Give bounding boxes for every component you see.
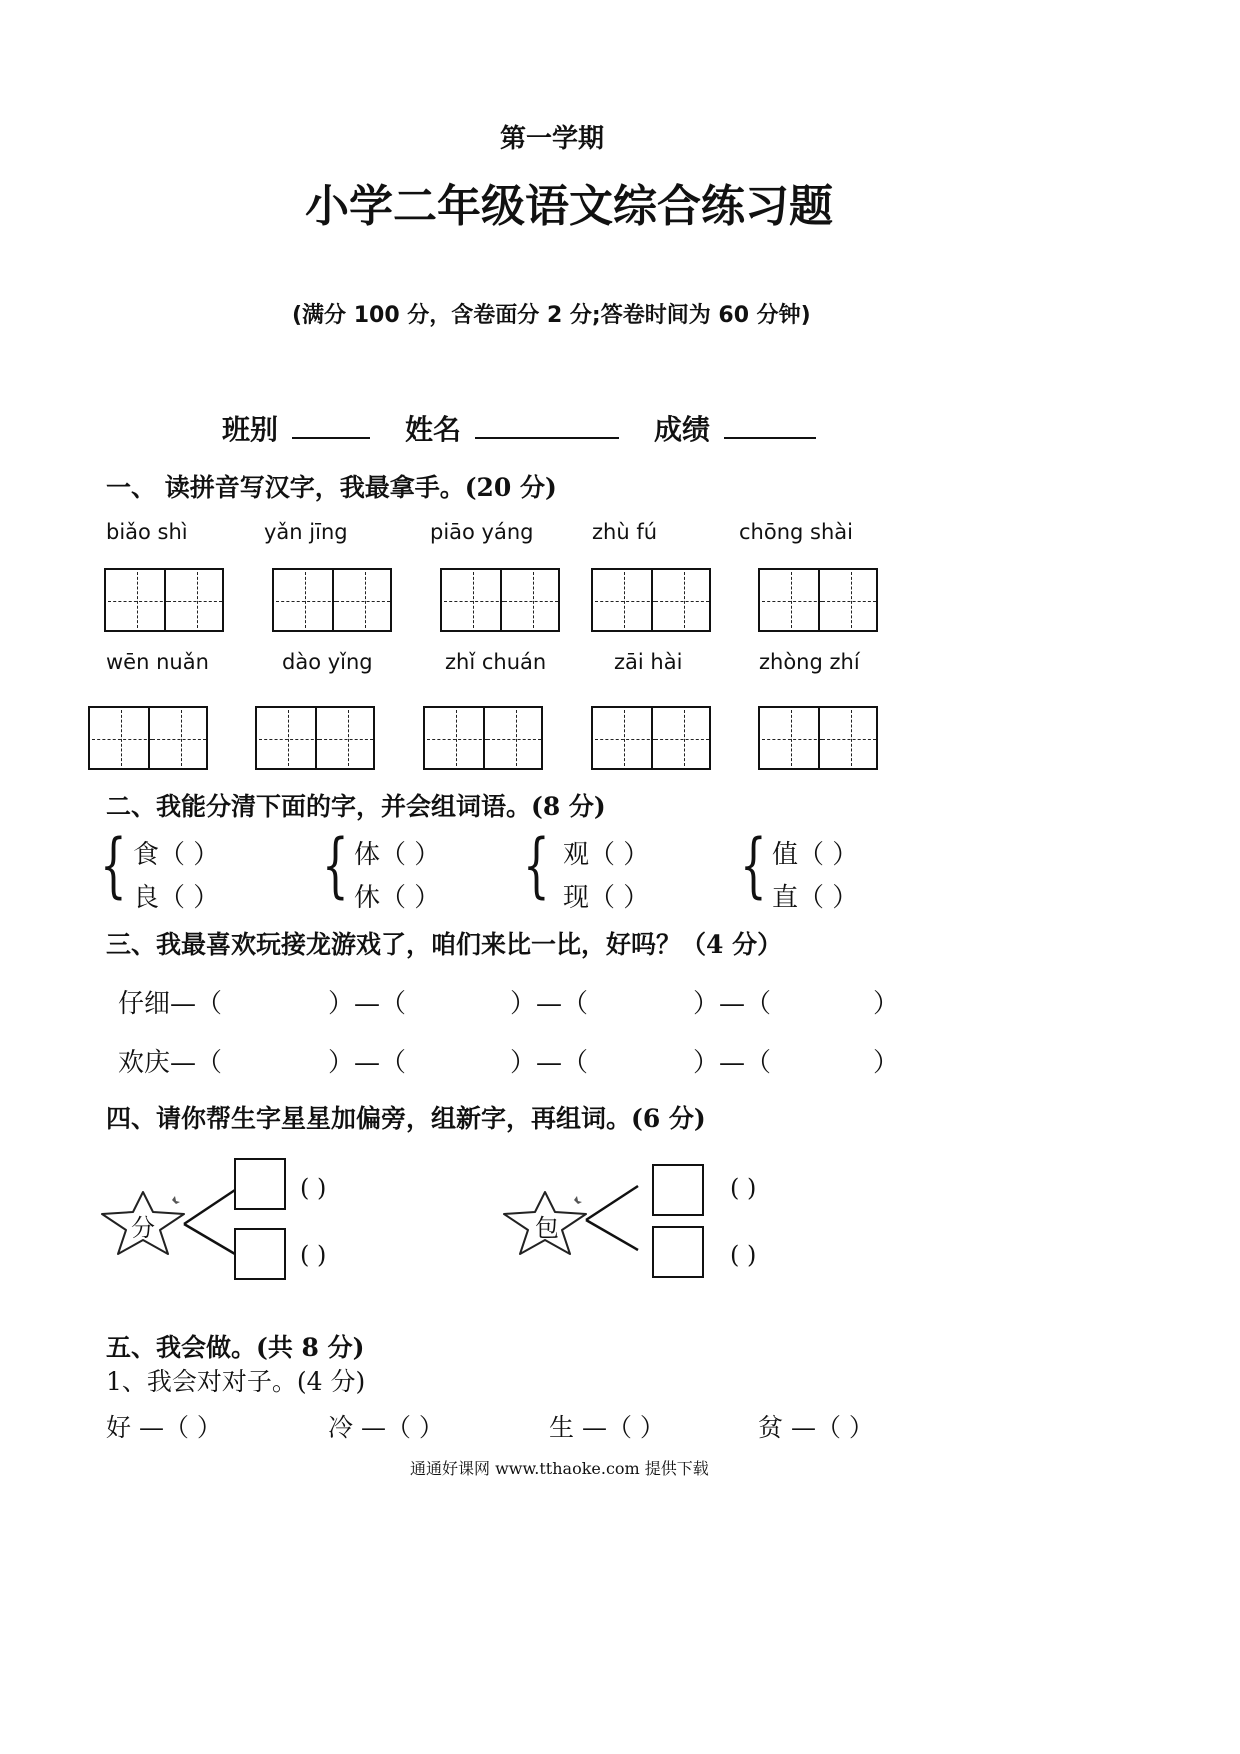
brace-2: { xyxy=(523,824,550,906)
tianzige-r2-3[interactable] xyxy=(591,706,711,770)
radical-box-0-1[interactable] xyxy=(234,1228,286,1280)
section4-title: 四、请你帮生字星星加偏旁，组新字，再组词。(6 分) xyxy=(106,1104,706,1133)
chain-1-seg-0[interactable]: ）—（ xyxy=(328,1048,407,1078)
name-label: 姓名 xyxy=(405,413,462,446)
word-paren-1-0[interactable]: ( ) xyxy=(730,1174,757,1202)
chain-1-start: 欢庆—（ xyxy=(118,1048,223,1078)
radical-box-1-1[interactable] xyxy=(652,1226,704,1278)
couplet-item-0[interactable]: 好 —（ ） xyxy=(106,1413,222,1442)
pinyin-r2-1: dào yǐng xyxy=(282,650,373,674)
class-field xyxy=(222,408,370,448)
radical-box-1-0[interactable] xyxy=(652,1164,704,1216)
pinyin-r1-1: yǎn jīng xyxy=(264,520,348,544)
pinyin-r2-3: zāi hài xyxy=(614,650,683,674)
word-paren-1-1[interactable]: ( ) xyxy=(730,1241,757,1269)
semester-label: 第一学期 xyxy=(500,124,605,154)
tianzige-r2-1[interactable] xyxy=(255,706,375,770)
chain-1-seg-2[interactable]: ）—（ xyxy=(693,1048,772,1078)
brace-0: { xyxy=(100,824,127,906)
chain-0-seg-0[interactable]: ）—（ xyxy=(328,989,407,1019)
section5-sub1: 1、我会对对子。(4 分) xyxy=(106,1367,366,1396)
pair-0-bottom[interactable]: 良（ ） xyxy=(133,883,220,913)
pair-2-top[interactable]: 观（ ） xyxy=(563,840,650,870)
couplet-item-2[interactable]: 生 —（ ） xyxy=(549,1413,665,1442)
chain-0-seg-3[interactable]: ） xyxy=(873,989,900,1019)
section3-title: 三、我最喜欢玩接龙游戏了，咱们来比一比，好吗？（4 分） xyxy=(106,930,783,959)
star-char-0: 分 xyxy=(131,1214,155,1242)
class-blank[interactable] xyxy=(292,411,370,439)
couplet-item-3[interactable]: 贫 —（ ） xyxy=(758,1413,874,1442)
pair-2-bottom[interactable]: 现（ ） xyxy=(563,883,650,913)
tianzige-r2-2[interactable] xyxy=(423,706,543,770)
name-blank[interactable] xyxy=(475,411,619,439)
branch-lines-1 xyxy=(582,1180,642,1260)
pinyin-r1-2: piāo yáng xyxy=(430,520,534,544)
section1-title: 一、 读拼音写汉字，我最拿手。(20 分) xyxy=(106,473,557,502)
tianzige-r2-0[interactable] xyxy=(88,706,208,770)
radical-box-0-0[interactable] xyxy=(234,1158,286,1210)
pinyin-r2-2: zhǐ chuán xyxy=(445,650,547,674)
tianzige-r1-2[interactable] xyxy=(440,568,560,632)
tianzige-r1-3[interactable] xyxy=(591,568,711,632)
exam-subtitle: (满分 100 分，含卷面分 2 分;答卷时间为 60 分钟) xyxy=(292,303,811,328)
word-paren-0-1[interactable]: ( ) xyxy=(300,1241,327,1269)
chain-0-seg-1[interactable]: ）—（ xyxy=(510,989,589,1019)
page-title: 小学二年级语文综合练习题 xyxy=(305,181,833,232)
chain-1-seg-1[interactable]: ）—（ xyxy=(510,1048,589,1078)
pair-1-top[interactable]: 体（ ） xyxy=(354,840,441,870)
pair-0-top[interactable]: 食（ ） xyxy=(133,840,220,870)
tianzige-r2-4[interactable] xyxy=(758,706,878,770)
class-label: 班别 xyxy=(222,413,279,446)
chain-1-seg-3[interactable]: ） xyxy=(873,1048,900,1078)
couplet-item-1[interactable]: 冷 —（ ） xyxy=(328,1413,444,1442)
section5-title: 五、我会做。(共 8 分) xyxy=(106,1333,365,1362)
score-label: 成绩 xyxy=(654,413,711,446)
pinyin-r1-4: chōng shài xyxy=(739,520,853,544)
pinyin-r2-4: zhòng zhí xyxy=(759,650,860,674)
pair-3-bottom[interactable]: 直（ ） xyxy=(772,883,859,913)
tianzige-r1-4[interactable] xyxy=(758,568,878,632)
brace-3: { xyxy=(740,824,767,906)
tianzige-r1-1[interactable] xyxy=(272,568,392,632)
footer-credit: 通通好课网 www.tthaoke.com 提供下载 xyxy=(410,1459,709,1478)
pinyin-r2-0: wēn nuǎn xyxy=(106,650,209,674)
star-char-1: 包 xyxy=(535,1214,559,1242)
pinyin-r1-3: zhù fú xyxy=(592,520,658,544)
word-paren-0-0[interactable]: ( ) xyxy=(300,1174,327,1202)
chain-0-start: 仔细—（ xyxy=(118,989,223,1019)
pair-3-top[interactable]: 值（ ） xyxy=(772,840,859,870)
score-field xyxy=(654,408,816,448)
pair-1-bottom[interactable]: 休（ ） xyxy=(354,883,441,913)
branch-lines-0 xyxy=(180,1180,240,1260)
brace-1: { xyxy=(322,824,349,906)
chain-0-seg-2[interactable]: ）—（ xyxy=(693,989,772,1019)
tianzige-r1-0[interactable] xyxy=(104,568,224,632)
score-blank[interactable] xyxy=(724,411,816,439)
pinyin-r1-0: biǎo shì xyxy=(106,520,188,544)
name-field xyxy=(405,408,619,448)
section2-title: 二、我能分清下面的字，并会组词语。(8 分) xyxy=(106,792,606,821)
